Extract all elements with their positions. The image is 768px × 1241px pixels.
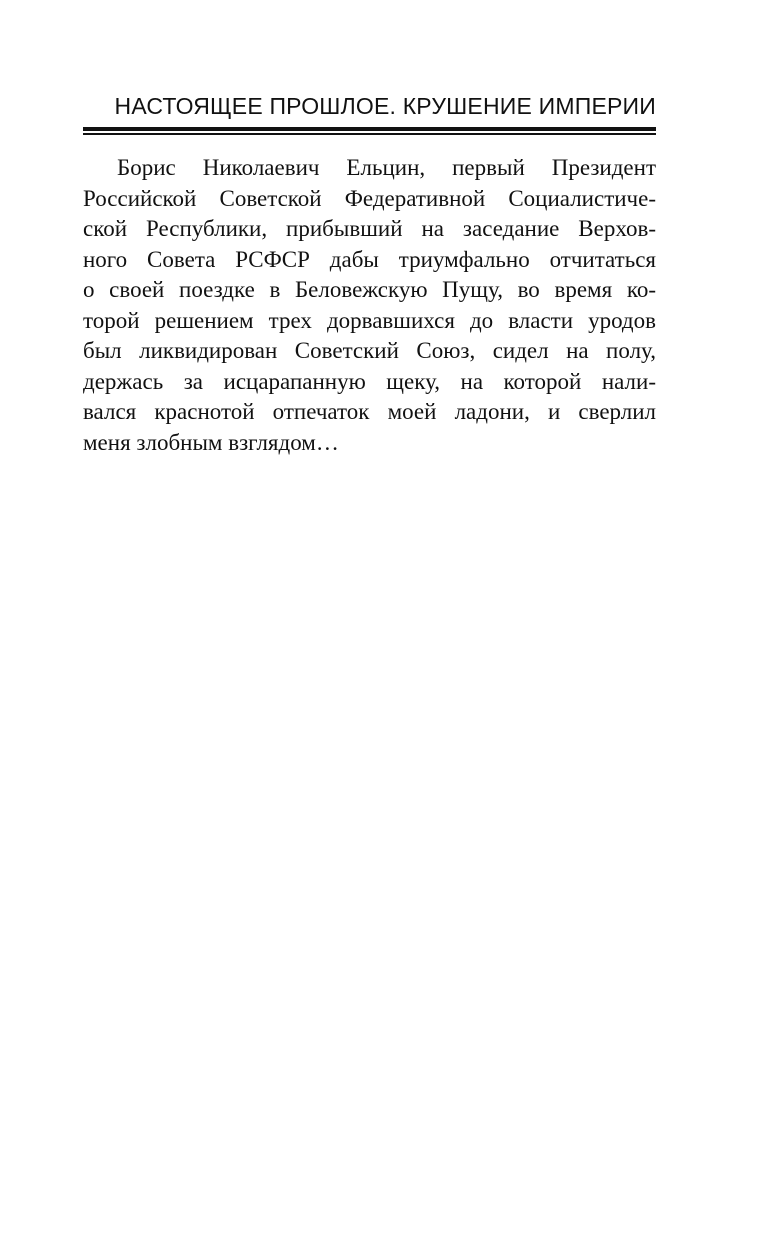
header-rule-thin: [83, 133, 656, 135]
paragraph-line: торой решением трех дорвавшихся до власти уродов: [83, 307, 656, 333]
header-rule-thick: [83, 127, 656, 131]
paragraph-line: меня злобным взглядом…: [83, 429, 339, 455]
paragraph-line: ской Республики, прибывший на заседание Верхов-: [83, 216, 656, 241]
header-double-rule: [83, 127, 656, 136]
paragraph-line: Российской Советской Федеративной Социалистиче-: [83, 185, 656, 211]
paragraph-line: Борис Николаевич Ельцин, первый Президент: [117, 155, 656, 180]
paragraph-line: о своей поездке в Беловежскую Пущу, во время ко-: [83, 277, 656, 302]
paragraph-line: ного Совета РСФСР дабы триумфально отчитаться: [83, 246, 656, 272]
running-header: НАСТОЯЩЕЕ ПРОШЛОЕ. КРУШЕНИЕ ИМПЕРИИ: [114, 93, 656, 119]
paragraph-line: вался краснотой отпечаток моей ладони, и сверлил: [83, 399, 656, 424]
body-paragraph: [83, 153, 656, 458]
paragraph-line: был ликвидирован Советский Союз, сидел на полу,: [83, 338, 656, 363]
paragraph-line: держась за исцарапанную щеку, на которой нали-: [83, 368, 656, 394]
